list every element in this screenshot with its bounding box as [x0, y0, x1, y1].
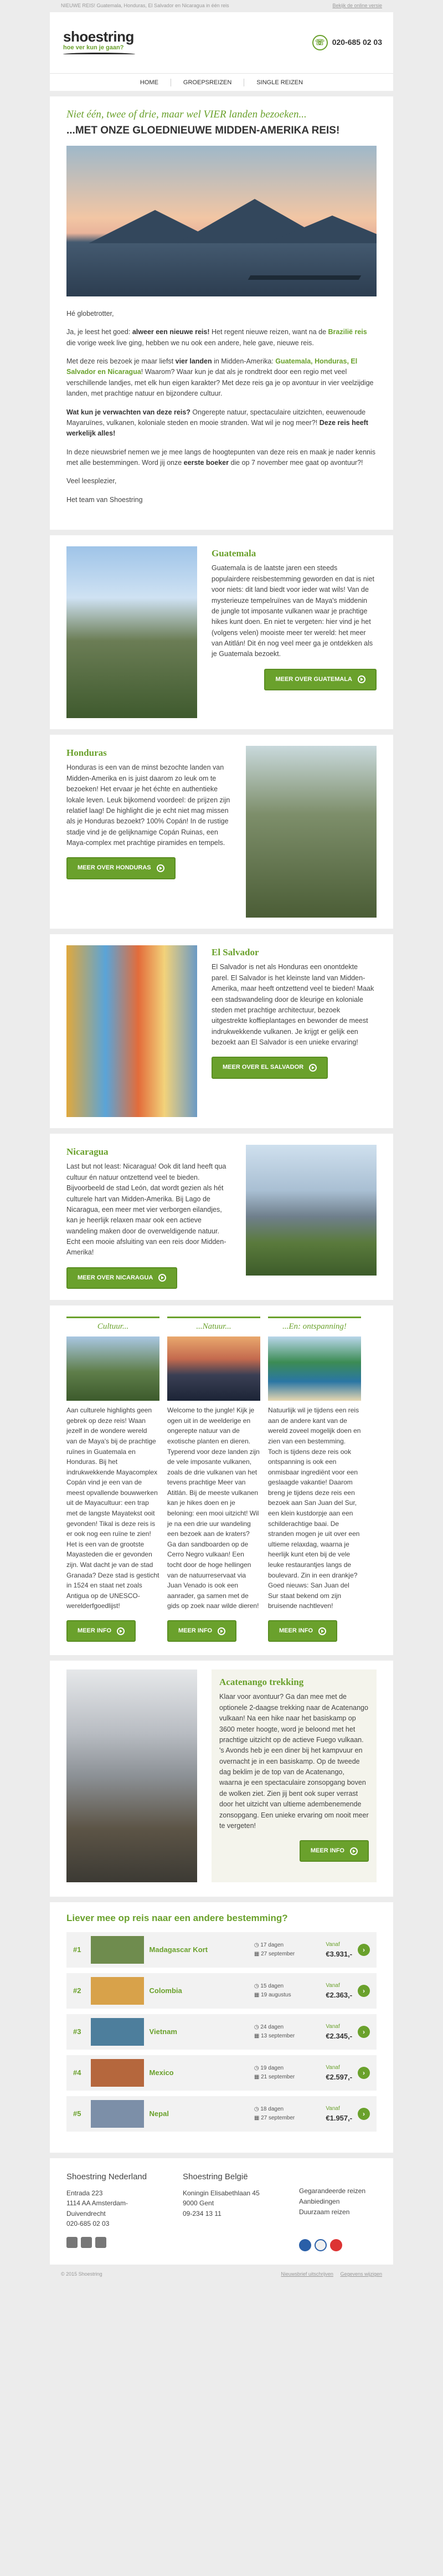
trip-price: Vanaf €2.597,-: [326, 2064, 353, 2082]
trip-thumbnail: [91, 2018, 144, 2046]
phone-icon: ☏: [312, 35, 328, 50]
brazil-link[interactable]: Brazilië reis: [328, 328, 367, 336]
intro-paragraph-4: In deze nieuwsbrief nemen we je mee langs de hoogtepunten van deze reis en maak je nader kennis met alle bestemmingen. Word jij onze eerste boeker die op 7 november mee gaat op avontuur?!: [66, 448, 375, 467]
youtube-icon[interactable]: [95, 2237, 106, 2248]
bottom-bar: [0, 2265, 443, 2285]
country-body: El Salvador is net als Honduras een onontdekte parel. El Salvador is het kleinste land van Midden-Amerika, maar heeft ontzettend veel te bieden! Maak een stadswandeling door de kleurige en koloniale steden met prachtige architectuur, bezoek uitgestrekte koffieplantages en bewonder de meest indrukwekkende vulkanen. Je krijgt er gelijk een bezoekt aan El Salvador is een unieke ervaring!: [212, 963, 374, 1047]
more-honduras-button[interactable]: MEER OVER HONDURAS: [66, 857, 176, 879]
chevron-right-icon[interactable]: ›: [358, 2067, 370, 2079]
footer-link-offers[interactable]: Aanbiedingen: [299, 2198, 340, 2205]
trip-meta: ◷ 19 dagen ▦ 21 september: [254, 2065, 295, 2081]
country-body: Honduras is een van de minst bezochte landen van Midden-Amerika en is juist daarom zo leuk om te bezoeken! Het ervaar je het échte en authentieke lokale leven. Leuk bijkomend voordeel: de prijzen zijn relatief laag! De highlight die je echt niet mag missen als je Honduras bezoekt? 100% Copán! In de rustige stadje vind je de gelijknamige Copán Ruinas, een Maya-complex met prachtige piramides en tempels.: [66, 764, 230, 847]
trip-row[interactable]: [66, 2014, 377, 2050]
country-nicaragua: [50, 1134, 393, 1300]
pier-shape: [248, 275, 362, 280]
arrow-circle-icon: [117, 1627, 125, 1635]
other-trips-section: [50, 1902, 393, 2153]
clock-icon: ◷: [254, 1983, 261, 1990]
trek-more-info-button[interactable]: MEER INFO: [300, 1840, 369, 1862]
trust-badges: [299, 2239, 377, 2251]
preheader-bar: [0, 0, 443, 12]
trek-section: [50, 1661, 393, 1897]
trip-row[interactable]: [66, 1932, 377, 1968]
trip-row[interactable]: [66, 2096, 377, 2132]
intro-headline: ...MET ONZE GLOEDNIEUWE MIDDEN-AMERIKA REIS!: [66, 125, 340, 137]
arrow-circle-icon: [358, 675, 365, 683]
footer-link-guaranteed[interactable]: Gegarandeerde reizen: [299, 2187, 366, 2195]
chevron-right-icon[interactable]: ›: [358, 2026, 370, 2038]
theme-kicker: ...Natuur...: [167, 1317, 260, 1333]
social-links: [66, 2237, 161, 2248]
hero-image-lake-atitlan[interactable]: [66, 146, 377, 296]
arrow-circle-icon: [158, 1274, 166, 1282]
clock-icon: ◷: [254, 2024, 261, 2031]
more-el-salvador-button[interactable]: MEER OVER EL SALVADOR: [212, 1057, 328, 1078]
sgr-badge-icon: [315, 2239, 327, 2251]
instagram-icon[interactable]: [81, 2237, 92, 2248]
footer-nl-title: Shoestring Nederland: [66, 2172, 147, 2182]
calendar-icon: ▦: [254, 2115, 261, 2122]
chevron-right-icon[interactable]: ›: [358, 1985, 370, 1997]
theme-body: Aan culturele highlights geen gebrek op deze reis! Waan jezelf in de wondere wereld van de Maya's bij de prachtige ruïnes in Guatemala en Honduras. Bij het indrukwekkende Mayacomplex Copán vind je een van de meest opvallende bouwwerken uit de Mayacultuur: een trap met de langste Mayatekst ooit gevonden! Tikal is deze reis is er ook nog een ruïne te zien! Het is een van de grootste Mayasteden die er gevonden zijn. Wat dacht je van de stad Granada? Deze stad is gesticht in 1524 en staat net zoals Antigua op de UNESCO-werelderfgoedlijst!: [66, 1406, 159, 1610]
country-el-salvador: [50, 934, 393, 1128]
closing: Veel leesplezier,: [66, 477, 117, 485]
copyright: © 2015 Shoestring: [61, 2271, 102, 2277]
footer-be-line: Koningin Elisabethlaan 45: [183, 2189, 260, 2197]
trip-name: Madagascar Kort: [149, 1945, 208, 1954]
header: [50, 12, 393, 73]
calendar-icon: ▦: [254, 1992, 261, 1999]
trip-price: Vanaf €2.363,-: [326, 1982, 353, 2000]
arrow-circle-icon: [218, 1627, 225, 1635]
footer-be-title: Shoestring België: [183, 2172, 248, 2182]
intro-section: [50, 96, 393, 530]
phone-number: 020-685 02 03: [332, 38, 382, 47]
trip-name: Nepal: [149, 2109, 169, 2118]
country-guatemala: [50, 535, 393, 729]
greeting: Hé globetrotter,: [66, 309, 114, 317]
trip-number: #2: [73, 1986, 81, 1995]
nicaragua-photo[interactable]: [246, 1145, 377, 1276]
theme-kicker: ...En: ontspanning!: [268, 1317, 361, 1333]
logo-brand: shoestring: [63, 28, 134, 45]
clock-icon: ◷: [254, 1942, 261, 1949]
nav-groepsreizen[interactable]: GROEPSREIZEN: [171, 79, 244, 86]
country-honduras: [50, 735, 393, 929]
trip-row[interactable]: [66, 1973, 377, 2009]
theme-nature: [167, 1317, 260, 1642]
footer: [50, 2158, 393, 2265]
arrow-circle-icon: [309, 1064, 317, 1072]
nature-more-info-button[interactable]: MEER INFO: [167, 1620, 236, 1642]
country-title: Honduras: [66, 747, 107, 759]
relax-more-info-button[interactable]: MEER INFO: [268, 1620, 337, 1642]
trip-number: #1: [73, 1945, 81, 1954]
trip-number: #5: [73, 2109, 81, 2118]
more-nicaragua-button[interactable]: MEER OVER NICARAGUA: [66, 1267, 177, 1289]
intro-paragraph-2: Met deze reis bezoek je maar liefst vier landen in Midden-Amerika: Guatemala, Honduras, El Salvador en Nicaragua! Waarom? Waar kun je dat als je rondtrekt door een regio met veel verschillende landjes, met elk hun eigen karakter? Met deze reis ga je op avontuur in vier veelzijdige landen, met prachtige natuur en bijzondere cultuur.: [66, 357, 374, 398]
clock-icon: ◷: [254, 2065, 261, 2072]
clock-icon: ◷: [254, 2106, 261, 2113]
trip-thumbnail: [91, 1977, 144, 2005]
calendar-icon: ▦: [254, 2033, 261, 2040]
trip-row[interactable]: [66, 2055, 377, 2091]
acatenango-photo[interactable]: [66, 1669, 197, 1882]
country-body: Guatemala is de laatste jaren een steeds populairdere reisbestemming geworden en dat is niet voor niets: dit land biedt voor ieder wat wils! Van de mysterieuze tempelruïnes van de Maya's middenin de jungle tot imposante vulkanen waar je prachtige hikes kunt doen. En niet te vergeten: hier vind je het (volgens velen) mooiste meer ter wereld: het meer van Atitlán! Dit én nog veel meer ga je ontdekken als je Guatemala bezoekt.: [212, 564, 374, 658]
trip-meta: ◷ 17 dagen ▦ 27 september: [254, 1942, 295, 1958]
main-nav: [50, 73, 393, 91]
footer-link-sustainable[interactable]: Duurzaam reizen: [299, 2208, 350, 2216]
phone-contact[interactable]: [312, 35, 382, 50]
logo-swoosh: [63, 53, 135, 56]
trip-price: Vanaf €1.957,-: [326, 2105, 353, 2123]
intro-kicker: Niet één, twee of drie, maar wel VIER landen bezoeken...: [66, 109, 307, 120]
facebook-icon[interactable]: [66, 2237, 78, 2248]
trip-thumbnail: [91, 2059, 144, 2087]
themes-section: [50, 1305, 393, 1655]
honduras-photo[interactable]: [246, 746, 377, 918]
guatemala-photo[interactable]: [66, 546, 197, 718]
unsubscribe-link[interactable]: Nieuwsbrief uitschrijven: [281, 2271, 333, 2277]
footer-nl-line: 1114 AA Amsterdam-Duivendrecht: [66, 2199, 128, 2217]
trip-name: Mexico: [149, 2068, 174, 2077]
trek-title: Acatenango trekking: [219, 1677, 304, 1688]
footer-be-line: 09-234 13 11: [183, 2209, 222, 2217]
logo[interactable]: [63, 29, 135, 56]
footer-be-line: 9000 Gent: [183, 2199, 214, 2208]
trip-thumbnail: [91, 1936, 144, 1964]
el-salvador-photo[interactable]: [66, 945, 197, 1117]
footer-nl-line: 020-685 02 03: [66, 2220, 110, 2228]
calamiteitenfonds-badge-icon: [330, 2239, 342, 2251]
trip-price: Vanaf €2.345,-: [326, 2023, 353, 2041]
nav-home[interactable]: HOME: [128, 79, 171, 86]
trip-number: #3: [73, 2027, 81, 2036]
volcano-shape: [266, 216, 377, 243]
intro-paragraph-1: Ja, je leest het goed: alweer een nieuwe reis! Het regent nieuwe reizen, want na de Brazilië reis die vorige week live ging, hebben we nu ook een andere, hele gave, nieuwe reis.: [66, 328, 367, 347]
logo-tagline: hoe ver kun je gaan?: [63, 44, 124, 51]
update-details-link[interactable]: Gegevens wijzigen: [340, 2271, 382, 2277]
theme-body: Natuurlijk wil je tijdens een reis aan de andere kant van de wereld zoveel mogelijk doen en zien van een bestemming. Toch is tijdens deze reis ook ontspanning is ook een onmisbaar ingrediënt voor een geslaagde vakantie! Daarom breng je tijdens deze reis een bezoek aan San Juan del Sur, een klein kustdorpje aan een schilderachtige baai. De stranden mogen je uit over een ultieme relaxdag, waarna je heerlijk kunt eten bij de vele leuke restaurantjes langs de boulevard. Zin in een drankje? Goed nieuws: San Juan del Sur staat bekend om zijn bruisende nachtleven!: [268, 1406, 361, 1610]
theme-body: Welcome to the jungle! Kijk je ogen uit in de weelderige en ongerepte natuur van de exotische planten en dieren. Typerend voor deze landen zijn de vele imposante vulkanen, zoals de drie vulkanen van het tevens prachtige Meer van Atitlán. Bij de meeste vulkanen kan je hikes doen en je beloning: een mooi uitzicht! Wil je na een drie uur wandeling een bezoek aan de kraters? Ga dan sandboarden op de Cerro Negro vulkaan! Een tocht door de hoge hellingen van de natuurreservaat via Juan Venado is ook een aanrader, ga samen met de gids op zoek naar wilde dieren!: [167, 1406, 260, 1610]
trip-price: Vanaf €3.931,-: [326, 1941, 353, 1959]
trip-meta: ◷ 24 dagen ▦ 13 september: [254, 2024, 295, 2040]
footer-nl-line: Entrada 223: [66, 2189, 103, 2197]
theme-kicker: Cultuur...: [66, 1317, 159, 1333]
anvr-badge-icon: [299, 2239, 311, 2251]
arrow-circle-icon: [350, 1847, 358, 1855]
preheader-text: NIEUWE REIS! Guatemala, Honduras, El Salvador en Nicaragua in één reis: [61, 3, 229, 9]
country-title: El Salvador: [212, 947, 259, 958]
arrow-circle-icon: [318, 1627, 326, 1635]
nature-photo[interactable]: [167, 1336, 260, 1401]
theme-culture: [66, 1317, 159, 1642]
arrow-circle-icon: [157, 864, 164, 872]
country-title: Nicaragua: [66, 1146, 109, 1158]
chevron-right-icon[interactable]: ›: [358, 2108, 370, 2120]
intro-paragraph-3: Wat kun je verwachten van deze reis? Ongerepte natuur, spectaculaire uitzichten, eeuwenoude Mayaruïnes, vulkanen, koloniale steden en mooie stranden. Wat wil je nog meer?! Deze reis heeft werkelijk alles!: [66, 408, 368, 438]
chevron-right-icon[interactable]: ›: [358, 1944, 370, 1956]
other-trips-title: Liever mee op reis naar een andere bestemming?: [66, 1913, 288, 1924]
country-title: Guatemala: [212, 548, 256, 559]
view-online-link[interactable]: Bekijk de online versie: [332, 3, 382, 9]
theme-relax: [268, 1317, 361, 1642]
culture-photo[interactable]: [66, 1336, 159, 1401]
trip-meta: ◷ 18 dagen ▦ 27 september: [254, 2106, 295, 2122]
trip-name: Colombia: [149, 1986, 182, 1995]
more-guatemala-button[interactable]: MEER OVER GUATEMALA: [264, 669, 377, 690]
trip-number: #4: [73, 2068, 81, 2077]
culture-more-info-button[interactable]: MEER INFO: [66, 1620, 136, 1642]
trip-thumbnail: [91, 2100, 144, 2128]
country-body: Last but not least: Nicaragua! Ook dit land heeft qua cultuur én natuur ontzettend veel te bieden. Bijvoorbeeld de stad León, dat wordt gezien als hét culturele hart van Midden-Amerika. Bij Lago de Nicaragua, een meer met vier verborgen eilandjes, kan je heerlijk relaxen maar ook een actieve wandeling maken door de overweldigende natuur. Echt een mooie afsluiting van een reis door Midden-Amerika!: [66, 1162, 226, 1257]
intro-text: [66, 309, 377, 505]
nav-single-reizen[interactable]: SINGLE REIZEN: [256, 79, 303, 86]
signature: Het team van Shoestring: [66, 495, 143, 504]
trip-name: Vietnam: [149, 2027, 177, 2036]
trek-body: Klaar voor avontuur? Ga dan mee met de optionele 2-daagse trekking naar de Acatenango vulkaan! Na een hike naar het basiskamp op 3600 meter hoogte, word je beloond met het prachtige uitzicht op de actieve Fuego vulkaan. 's Avonds heb je een diner bij het kampvuur en overnacht je in een basiskamp. Op de tweede dag beklim je de top van de Acatenango, waarna je een spectaculaire zonsopgang boven de wolken ziet. Zien jij bent ook super verrast door het uitzicht van ultieme adembenemende zonsopgang. Een unieke ervaring om nooit meer te vergeten!: [219, 1693, 369, 1830]
relax-photo[interactable]: [268, 1336, 361, 1401]
calendar-icon: ▦: [254, 2074, 261, 2081]
trip-meta: ◷ 15 dagen ▦ 19 augustus: [254, 1983, 291, 1999]
calendar-icon: ▦: [254, 1951, 261, 1958]
